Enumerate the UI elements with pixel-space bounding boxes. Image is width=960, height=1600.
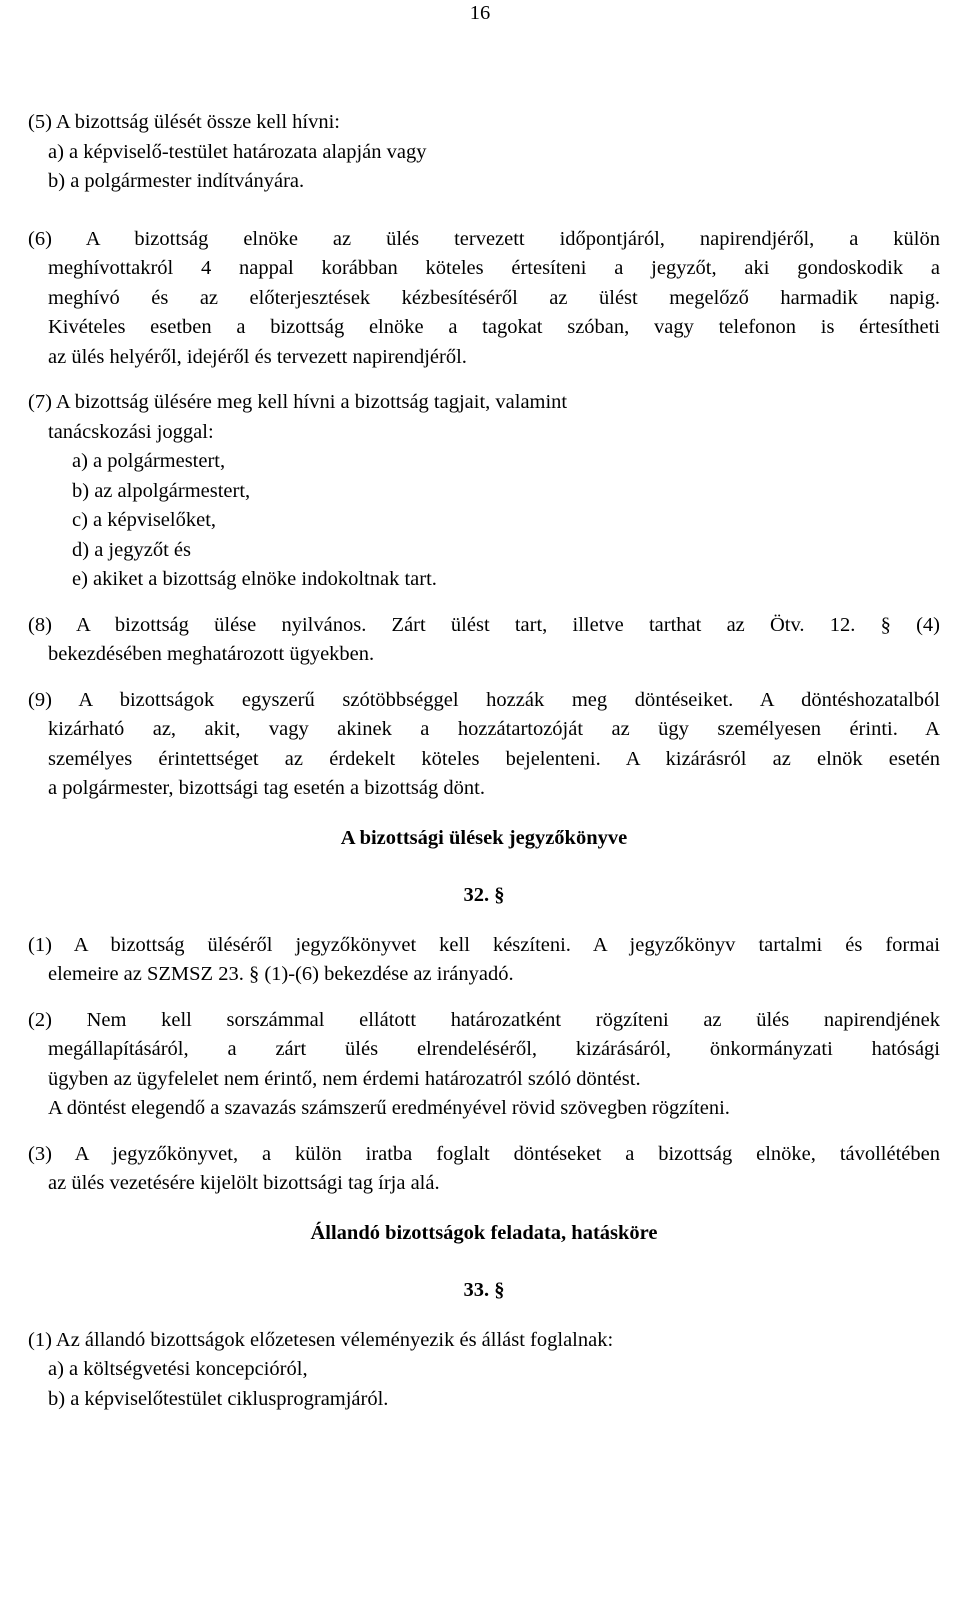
paragraph-intro: (1) Az állandó bizottságok előzetesen véleményezik és állást foglalnak:: [28, 1328, 614, 1351]
paragraph-6-line: (6) A bizottság elnöke az ülés tervezett időpontjáról, napirendjéről, a külön: [28, 227, 940, 250]
paragraph-9-line: kizárható az, akit, vagy akinek a hozzátartozóját az ügy személyesen érinti. A: [48, 718, 940, 740]
paragraph-5: [28, 108, 940, 197]
paragraph-line: A döntést elegendő a szavazás számszerű eredményével rövid szövegben rögzíteni.: [48, 1097, 730, 1119]
section-heading: Állandó bizottságok feladata, hatásköre: [310, 1221, 658, 1244]
paragraph-line: elemeire az SZMSZ 23. § (1)-(6) bekezdése az irányadó.: [48, 963, 514, 985]
section-32-paragraph-2: [28, 1006, 940, 1124]
paragraph-8-line: bekezdésében meghatározott ügyekben.: [48, 643, 375, 665]
paragraph-8-line: (8) A bizottság ülése nyilvános. Zárt ülést tart, illetve tarthat az Ötv. 12. § (4): [28, 613, 940, 636]
list-item: d) a jegyzőt és: [72, 538, 191, 561]
paragraph-7-intro: (7) A bizottság ülésére meg kell hívni a bizottság tagjait, valamint: [28, 391, 568, 413]
paragraph-6: [28, 225, 940, 373]
list-item: a) a költségvetési koncepcióról,: [48, 1358, 308, 1380]
list-item: c) a képviselőket,: [72, 509, 217, 531]
section-number: 32. §: [463, 884, 505, 906]
paragraph-line: megállapításáról, a zárt ülés elrendeléséről, kizárásáról, önkormányzati hatósági: [48, 1038, 940, 1060]
list-item: b) az alpolgármestert,: [72, 479, 251, 502]
list-item: a) a képviselő-testület határozata alapján vagy: [48, 140, 427, 163]
paragraph-6-line: az ülés helyéről, idejéről és tervezett napirendjéről.: [48, 345, 467, 368]
list-item: b) a képviselőtestület ciklusprogramjáról.: [48, 1387, 389, 1410]
paragraph-line: ügyben az ügyfelelet nem érintő, nem érdemi határozatról szóló döntést.: [48, 1067, 641, 1090]
section-32-paragraph-1: [28, 931, 940, 990]
paragraph-8: [28, 611, 940, 670]
paragraph-line: (1) A bizottság üléséről jegyzőkönyvet kell készíteni. A jegyzőkönyv tartalmi és formai: [28, 933, 940, 956]
paragraph-7-intro-cont: tanácskozási joggal:: [48, 420, 214, 443]
paragraph-line: (3) A jegyzőkönyvet, a külön iratba foglalt döntéseket a bizottság elnöke, távollétében: [28, 1142, 940, 1165]
section-number: 33. §: [463, 1279, 505, 1301]
paragraph-9-line: személyes érintettséget az érdekelt köteles bejelenteni. A kizárásról az elnök esetén: [48, 747, 940, 770]
paragraph-9-line: a polgármester, bizottsági tag esetén a bizottság dönt.: [48, 777, 485, 799]
paragraph-line: az ülés vezetésére kijelölt bizottsági tag írja alá.: [48, 1172, 440, 1194]
paragraph-5-intro: (5) A bizottság ülését össze kell hívni:: [28, 111, 341, 133]
paragraph-7: [28, 388, 940, 595]
list-item: a) a polgármestert,: [72, 450, 226, 472]
page-number: 16: [469, 2, 491, 24]
paragraph-6-line: meghívó és az előterjesztések kézbesítéséről az ülést megelőző harmadik napig.: [48, 286, 940, 309]
document-body: [28, 108, 940, 1414]
paragraph-9-line: (9) A bizottságok egyszerű szótöbbséggel hozzák meg döntéseiket. A döntéshozatalból: [28, 688, 940, 711]
paragraph-6-line: Kivételes esetben a bizottság elnöke a tagokat szóban, vagy telefonon is értesítheti: [48, 316, 940, 338]
section-heading: A bizottsági ülések jegyzőkönyve: [340, 826, 628, 849]
list-item: e) akiket a bizottság elnöke indokoltnak tart.: [72, 568, 437, 590]
section-33-paragraph-1: [28, 1326, 940, 1415]
paragraph-line: (2) Nem kell sorszámmal ellátott határozatként rögzíteni az ülés napirendjének: [28, 1008, 940, 1031]
section-32-paragraph-3: [28, 1140, 940, 1199]
paragraph-6-line: meghívottakról 4 nappal korábban köteles értesíteni a jegyzőt, aki gondoskodik a: [48, 257, 940, 279]
paragraph-9: [28, 686, 940, 804]
list-item: b) a polgármester indítványára.: [48, 170, 305, 192]
